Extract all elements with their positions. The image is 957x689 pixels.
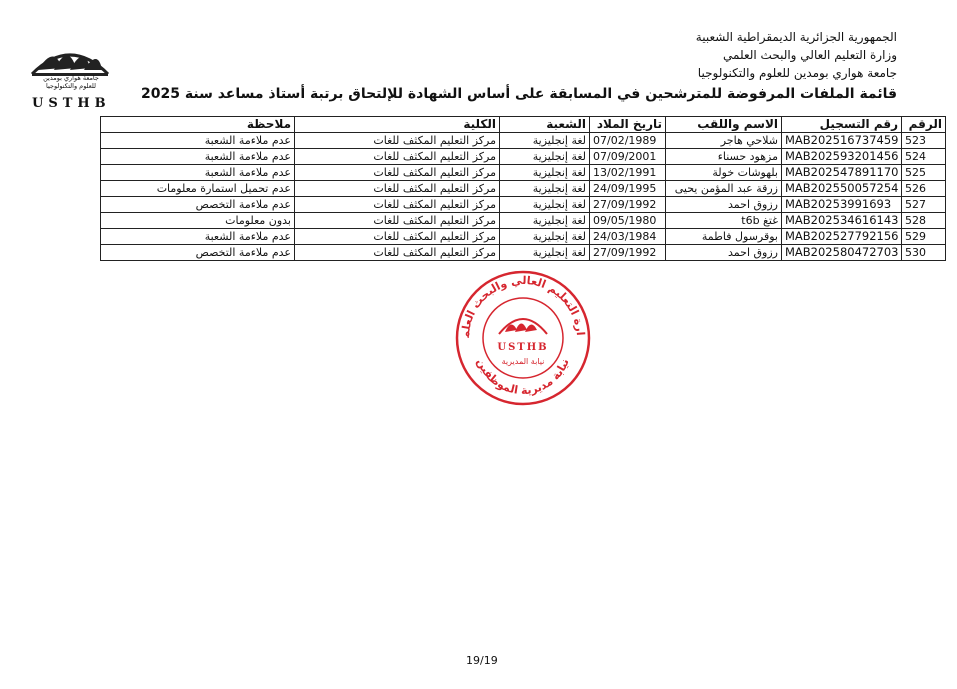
cell-note: عدم ملاءمة التخصص [101,245,295,261]
cell-branch: لغة إنجليزية [500,149,590,165]
cell-dob: 13/02/1991 [590,165,666,181]
document-title: قائمة الملفات المرفوضة للمترشحين في المسابقة على أساس الشهادة للإلتحاق برتبة أستاذ مساعد سنة 2025 [141,86,897,102]
table-row [101,165,946,181]
cell-branch: لغة إنجليزية [500,181,590,197]
logo-usthb-text: USTHB [32,96,111,111]
cell-num: 530 [902,245,946,261]
cell-note: عدم ملاءمة التخصص [101,197,295,213]
cell-reg: MAB202527792156 [782,229,902,245]
cell-note: عدم ملاءمة الشعبة [101,149,295,165]
col-num-header: الرقم [902,117,946,133]
cell-name: زرقة عبد المؤمن يحيى [666,181,782,197]
cell-name: غتغ t6b [666,213,782,229]
stamp-inner-text: نيابة المديرية [501,357,545,366]
cell-dob: 24/03/1984 [590,229,666,245]
cell-name: بوقرسول فاطمة [666,229,782,245]
cell-num: 528 [902,213,946,229]
col-branch-header: الشعبة [500,117,590,133]
stamp-bottom-text: نيابة مديرية الموظفين [474,356,572,398]
header-university: جامعة هواري بومدين للعلوم والتكنولوجيا [697,66,897,80]
cell-reg: MAB202534616143 [782,213,902,229]
stamp-center-text: USTHB [497,342,549,353]
cell-branch: لغة إنجليزية [500,245,590,261]
cell-faculty: مركز التعليم المكثف للغات [295,197,500,213]
cell-faculty: مركز التعليم المكثف للغات [295,213,500,229]
cell-name: رزوق احمد [666,197,782,213]
table-row [101,213,946,229]
cell-faculty: مركز التعليم المكثف للغات [295,133,500,149]
cell-name: بلهوشات خولة [666,165,782,181]
cell-dob: 07/09/2001 [590,149,666,165]
cell-reg: MAB20253991693 [782,197,902,213]
table-row [101,229,946,245]
cell-note: عدم تحميل استمارة معلومات [101,181,295,197]
cell-name: شلاحي هاجر [666,133,782,149]
cell-branch: لغة إنجليزية [500,197,590,213]
header-ministry: وزارة التعليم العالي والبحث العلمي [723,48,897,62]
col-name-header: الاسم واللقب [666,117,782,133]
cell-branch: لغة إنجليزية [500,165,590,181]
cell-num: 529 [902,229,946,245]
cell-reg: MAB202516737459 [782,133,902,149]
cell-num: 525 [902,165,946,181]
cell-name: رزوق احمد [666,245,782,261]
page-number: 19/19 [466,654,498,667]
cell-branch: لغة إنجليزية [500,133,590,149]
cell-note: عدم ملاءمة الشعبة [101,229,295,245]
cell-num: 527 [902,197,946,213]
cell-dob: 09/05/1980 [590,213,666,229]
table-row [101,149,946,165]
cell-faculty: مركز التعليم المكثف للغات [295,245,500,261]
cell-dob: 27/09/1992 [590,245,666,261]
cell-faculty: مركز التعليم المكثف للغات [295,149,500,165]
rejected-files-table [100,116,946,261]
col-dob-header: تاريخ الملاد [590,117,666,133]
stamp-outer-text: ارة التعليم العالي والبحث العلم [458,273,587,338]
cell-reg: MAB202593201456 [782,149,902,165]
table-row [101,133,946,149]
official-stamp [453,268,593,408]
cell-reg: MAB202550057254 [782,181,902,197]
cell-faculty: مركز التعليم المكثف للغات [295,181,500,197]
cell-dob: 07/02/1989 [590,133,666,149]
table-row [101,181,946,197]
stamp-seal-icon [453,268,593,408]
cell-dob: 27/09/1992 [590,197,666,213]
university-logo [24,40,116,110]
official-header [597,28,897,82]
cell-num: 523 [902,133,946,149]
col-note-header: ملاحظة [101,117,295,133]
cell-reg: MAB202580472703 [782,245,902,261]
cell-note: بدون معلومات [101,213,295,229]
table-header-row [101,117,946,133]
cell-faculty: مركز التعليم المكثف للغات [295,165,500,181]
cell-branch: لغة إنجليزية [500,213,590,229]
cell-dob: 24/09/1995 [590,181,666,197]
cell-note: عدم ملاءمة الشعبة [101,165,295,181]
logo-arabic-text: جامعة هواري بومدين للعلوم والتكنولوجيا [43,74,99,90]
cell-faculty: مركز التعليم المكثف للغات [295,229,500,245]
table-row [101,197,946,213]
cell-num: 524 [902,149,946,165]
cell-reg: MAB202547891170 [782,165,902,181]
table-row [101,245,946,261]
cell-note: عدم ملاءمة الشعبة [101,133,295,149]
col-reg-header: رقم التسجيل [782,117,902,133]
col-faculty-header: الكلية [295,117,500,133]
header-republic: الجمهورية الجزائرية الديمقراطية الشعبية [695,30,897,44]
cell-branch: لغة إنجليزية [500,229,590,245]
cell-name: مزهود حسناء [666,149,782,165]
cell-num: 526 [902,181,946,197]
